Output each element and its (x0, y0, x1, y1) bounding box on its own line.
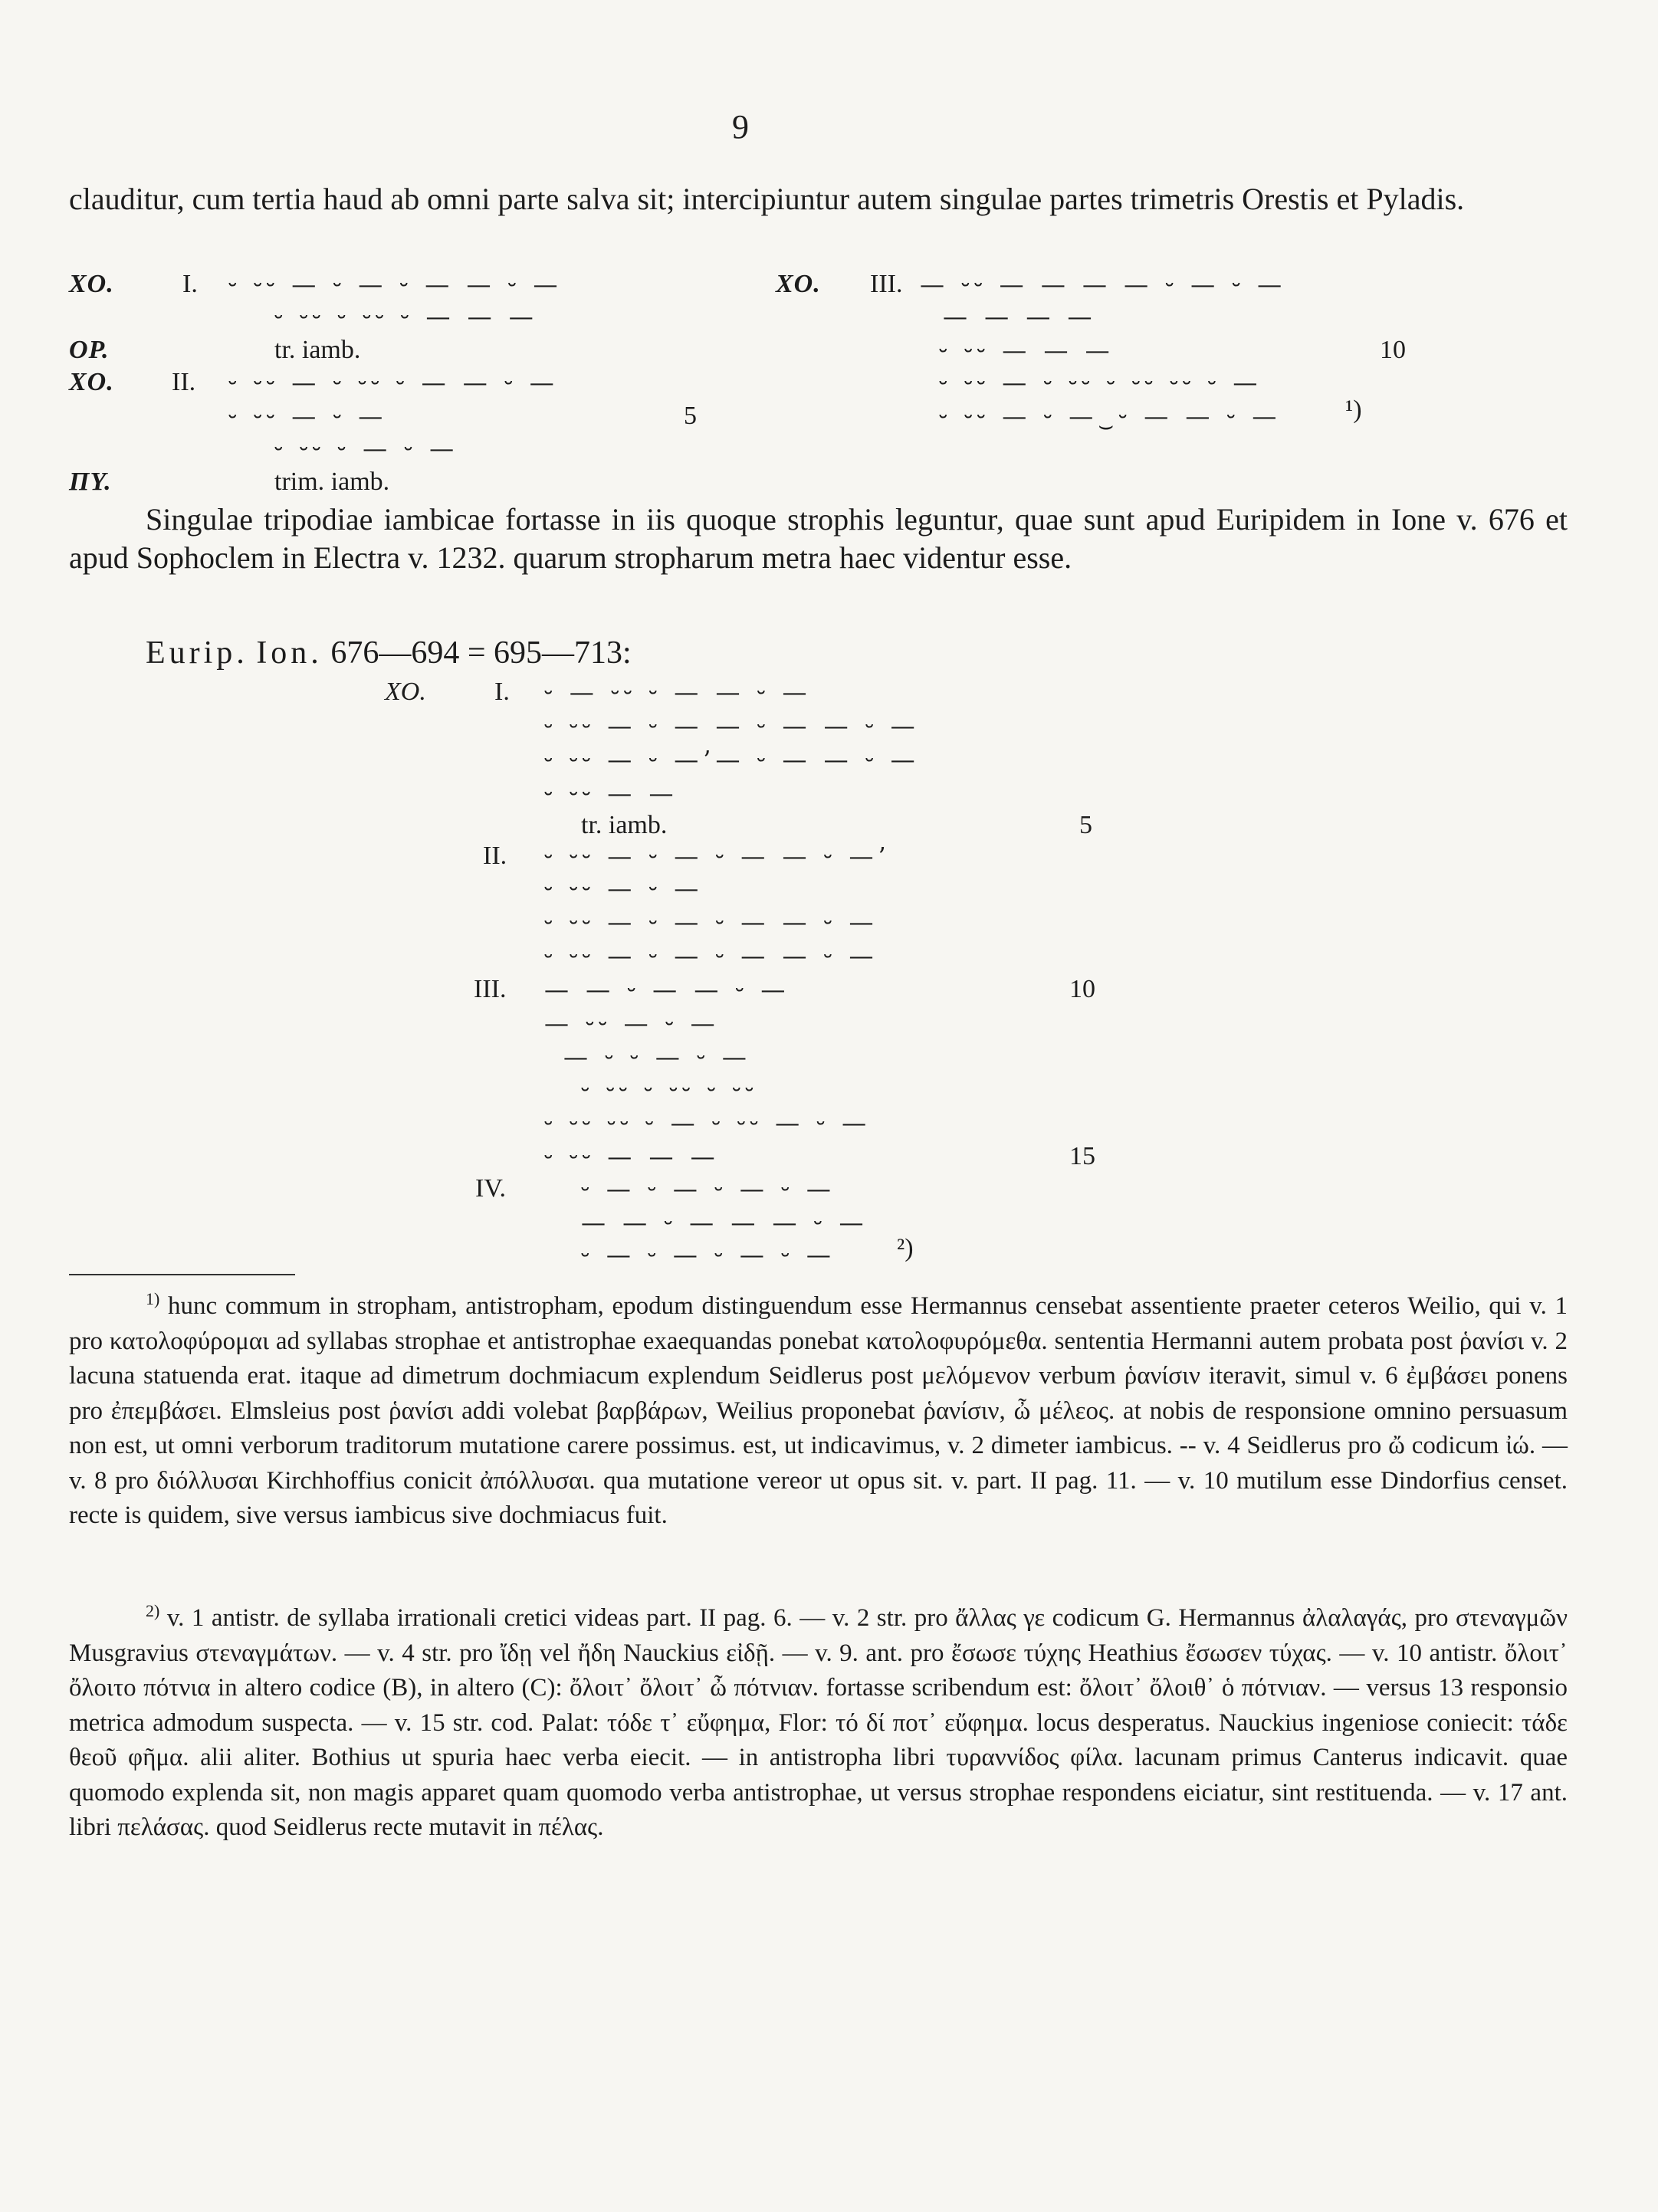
meter-line: — — ⏑ — — ⏑ — (544, 975, 790, 1004)
meter-line: tr. iamb. (581, 811, 668, 839)
meter-line: ⏑ ⏑⏑ ⏑ ⏑⏑ ⏑ — — — (274, 302, 538, 331)
meter-line: ⏑ ⏑⏑ — ⏑ —‿⏑ — — ⏑ — (939, 402, 1282, 431)
second-paragraph: Singulae tripodiae iambicae fortasse in iis quoque strophis leguntur, quae sunt apud Euripidem in Ione v. 676 et apud Sophoclem in Electra v. 1232. quarum stropharum metra haec videntur esse. (69, 502, 1568, 575)
meter-line: — — ⏑ — — — ⏑ — (581, 1208, 868, 1237)
footnote-text: hunc commum in stropham, antistropham, epodum distinguendum esse Hermannus censebat assentiente praeter ceteros Weilio, qui v. 1 pro κατολοφύρομαι ad syllabas strophae et antistrophae exaequandas ponebat κατολοφυρόμεθα. sententia Hermanni autem probata post ῥανίσι v. 2 lacuna statuenda erat. itaque ad dimetrum dochmiacum explendum Seidlerus post μελόμενον verbum ῥανίσιν iteravit, simul v. 6 ἐμβάσει ponens pro ἐπεμβάσει. Elmsleius post ῥανίσι addi volebat βαρβάρων, Weilius proponebat ῥανίσιν, ὦ μέλεος. at nobis de responsione omnino persuasum non est, ut omni verborum traditorum mutatione carere possimus. est, ut indicavimus, v. 2 dimeter iambicus. -- v. 4 Seidlerus pro ὤ codicum ἰώ. — v. 8 pro διόλλυσαι Kirchhoffius conicit ἀπόλλυσαι. qua mutatione vereor ut opus sit. v. part. II pag. 11. — v. 10 mutilum esse Dindorfius censet. recte is quidem, sive versus iambicus sive dochmiacus fuit. (69, 1292, 1568, 1529)
meter-line: — ⏑ ⏑ — ⏑ — (563, 1042, 751, 1072)
meter-line: ⏑ — ⏑ — ⏑ — ⏑ — (581, 1174, 836, 1203)
section-numeral: III. (870, 270, 903, 298)
meter-line: ⏑ ⏑⏑ — ⏑ ⏑⏑ ⏑ — — ⏑ — (228, 368, 559, 397)
speaker-label: XO. (69, 368, 114, 396)
meter-line: ⏑ ⏑⏑ ⏑⏑ ⏑ — ⏑ ⏑⏑ — ⏑ — (544, 1108, 872, 1137)
section-numeral: IV. (475, 1174, 506, 1203)
section-numeral: II. (172, 368, 196, 396)
meter-line: ⏑ ⏑⏑ ⏑ — ⏑ — (274, 434, 459, 463)
meter-line: ⏑ ⏑⏑ — ⏑ — ⏑ — — ⏑ — (544, 941, 878, 970)
section-numeral: II. (483, 842, 507, 870)
meter-line: ⏑ ⏑⏑ — ⏑ —’— ⏑ — — ⏑ — (544, 745, 920, 774)
footnote-text: v. 1 antistr. de syllaba irrationali cretici videas part. II pag. 6. — v. 2 str. pro ἄλλας γε codicum G. Hermannus ἀλαλαγάς, pro στεναγμῶν Musgravius στεναγμάτων. — v. 4 str. pro ἴδῃ vel ἤδη Nauckius εἰδῇ. — v. 9. ant. pro ἔσωσε τύχης Heathius ἔσωσεν τύχας. — v. 10 antistr. ὄλοιτ᾽ ὄλοιτο πότνια in altero codice (B), in altero (C): ὄλοιτ᾽ ὄλοιτ᾽ ὦ πότνιαν. fortasse scribendum est: ὄλοιτ᾽ ὄλοιθ᾽ ὁ πότνιαν. — versus 13 responsio metrica admodum suspecta. — v. 15 str. cod. Palat: τόδε τ᾽ εὔφημα, Flor: τό δί ποτ᾽ εὔφημα. locus desperatus. Nauckius ingeniose coniecit: τάδε θεοῦ φῆμα. alii aliter. Bothius ut spuria haec verba eiecit. — in antistropha libri τυραννίδος φίλα. lacunam primus Canterus indicavit. quae quomodo explenda sit, non magis apparet quam quomodo verba antistrophae, ut versus strophae respondens eiciatur, sint restituenda. — v. 17 ant. libri πελάσας. quod Seidlerus recte mutavit in πέλας. (69, 1604, 1568, 1841)
footnote-marker: ²) (897, 1234, 914, 1262)
meter-line: ⏑ ⏑⏑ — ⏑ ⏑⏑ ⏑ ⏑⏑ ⏑⏑ ⏑ — (939, 368, 1262, 397)
meter-line: tr. iamb. (274, 336, 361, 364)
section-numeral: I. (494, 678, 510, 706)
footnote-rule (69, 1274, 295, 1275)
meter-line: — — — — (943, 302, 1097, 331)
meter-line: ⏑ ⏑⏑ — ⏑ — (228, 402, 388, 431)
line-number: 15 (1069, 1142, 1095, 1170)
speaker-label: XO. (385, 678, 426, 706)
meter-line: trim. iamb. (274, 468, 390, 496)
footnote-marker: ¹) (1345, 395, 1362, 424)
meter-line: ⏑ ⏑⏑ ⏑ ⏑⏑ ⏑ ⏑⏑ (581, 1075, 758, 1104)
scheme-heading (146, 635, 632, 671)
meter-line: ⏑ ⏑⏑ — ⏑ — (544, 874, 704, 903)
meter-line: — ⏑⏑ — — — — ⏑ — ⏑ — (920, 270, 1287, 299)
section-numeral: III. (474, 975, 507, 1003)
heading-author: Eurip. (146, 635, 248, 671)
line-number: 5 (684, 402, 697, 430)
page-number: 9 (732, 108, 749, 146)
speaker-label: XO. (69, 270, 114, 298)
heading-work: Ion. (256, 635, 323, 671)
meter-line: ⏑ ⏑⏑ — — (544, 779, 678, 808)
line-number: 10 (1380, 336, 1406, 364)
meter-line: ⏑ — ⏑⏑ ⏑ — — ⏑ — (544, 678, 812, 707)
meter-line: ⏑ ⏑⏑ — ⏑ — ⏑ — — ⏑ — (544, 907, 878, 937)
footnote-1 (69, 1282, 1568, 1534)
footnote-2 (69, 1593, 1568, 1846)
meter-line: ⏑ ⏑⏑ — — — (544, 1142, 720, 1171)
intro-paragraph: clauditur, cum tertia haud ab omni parte salva sit; intercipiuntur autem singulae partes trimetris Orestis et Pyladis. (69, 182, 1465, 216)
line-number: 10 (1069, 975, 1095, 1003)
meter-line: ⏑ ⏑⏑ — ⏑ — — ⏑ — — ⏑ — (544, 711, 920, 740)
speaker-label: ΠΥ. (69, 468, 112, 496)
speaker-label: XO. (776, 270, 821, 298)
section-numeral: I. (182, 270, 198, 298)
speaker-label: OP. (69, 336, 110, 364)
meter-line: ⏑ — ⏑ — ⏑ — ⏑ — (581, 1240, 836, 1269)
footnote-mark: 2) (146, 1601, 160, 1620)
meter-line: — ⏑⏑ — ⏑ — (544, 1009, 720, 1038)
meter-line: ⏑ ⏑⏑ — ⏑ — ⏑ — — ⏑ —’ (544, 842, 891, 871)
meter-line: ⏑ ⏑⏑ — — — (939, 336, 1115, 365)
meter-line: ⏑ ⏑⏑ — ⏑ — ⏑ — — ⏑ — (228, 270, 563, 299)
line-number: 5 (1079, 811, 1092, 839)
footnote-mark: 1) (146, 1289, 160, 1308)
heading-range: 676—694 = 695—713: (330, 635, 632, 671)
